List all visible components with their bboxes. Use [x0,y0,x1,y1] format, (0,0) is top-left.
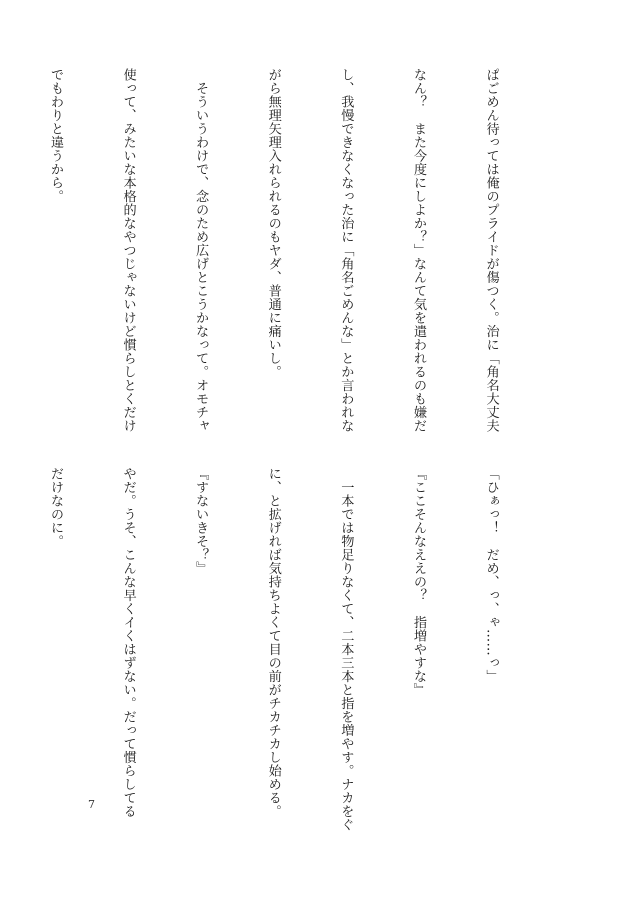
text-line: ぱごめん待っては俺のプライドが傷つく。治に「角名大丈夫 [483,68,499,433]
text-line: がら無理矢理入れられるのもヤダ、普通に痛いし。 [265,68,281,379]
text-line: だけなのに。 [47,467,63,548]
text-line: 「ひぁっ！ だめ、っ、ゃ……っ」 [483,467,499,683]
page-number: 7 [88,798,95,811]
text-line: なん？ また今度にしよか？」なんて気を遣われるのも嫌だ [410,68,426,433]
text-line: 『すないきそ？』 [193,467,209,575]
text-line: でもわりと違うから。 [47,68,63,203]
text-line: やだ。うそ、こんな早くイくはずない。だって慣らしてる [120,467,136,818]
text-block-lower [0,467,551,847]
text-line: 『ここそんなええの？ 指増やすな』 [410,467,426,697]
text-line: し、我慢できなくなった治に「角名ごめんな」とか言われな [338,68,354,433]
text-block-upper [0,68,551,456]
text-line: 使って、みたいな本格的なやつじゃないけど慣らしとくだけ [120,68,136,433]
text-line: に、と拡げれば気持ちよくて目の前がチカチカし始める。 [265,467,281,818]
text-line: そういうわけで、念のため広げとこうかなって。オモチャ [193,68,209,433]
text-line: 一本では物足りなくて、二本三本と指を増やす。ナカをぐ [338,467,354,832]
